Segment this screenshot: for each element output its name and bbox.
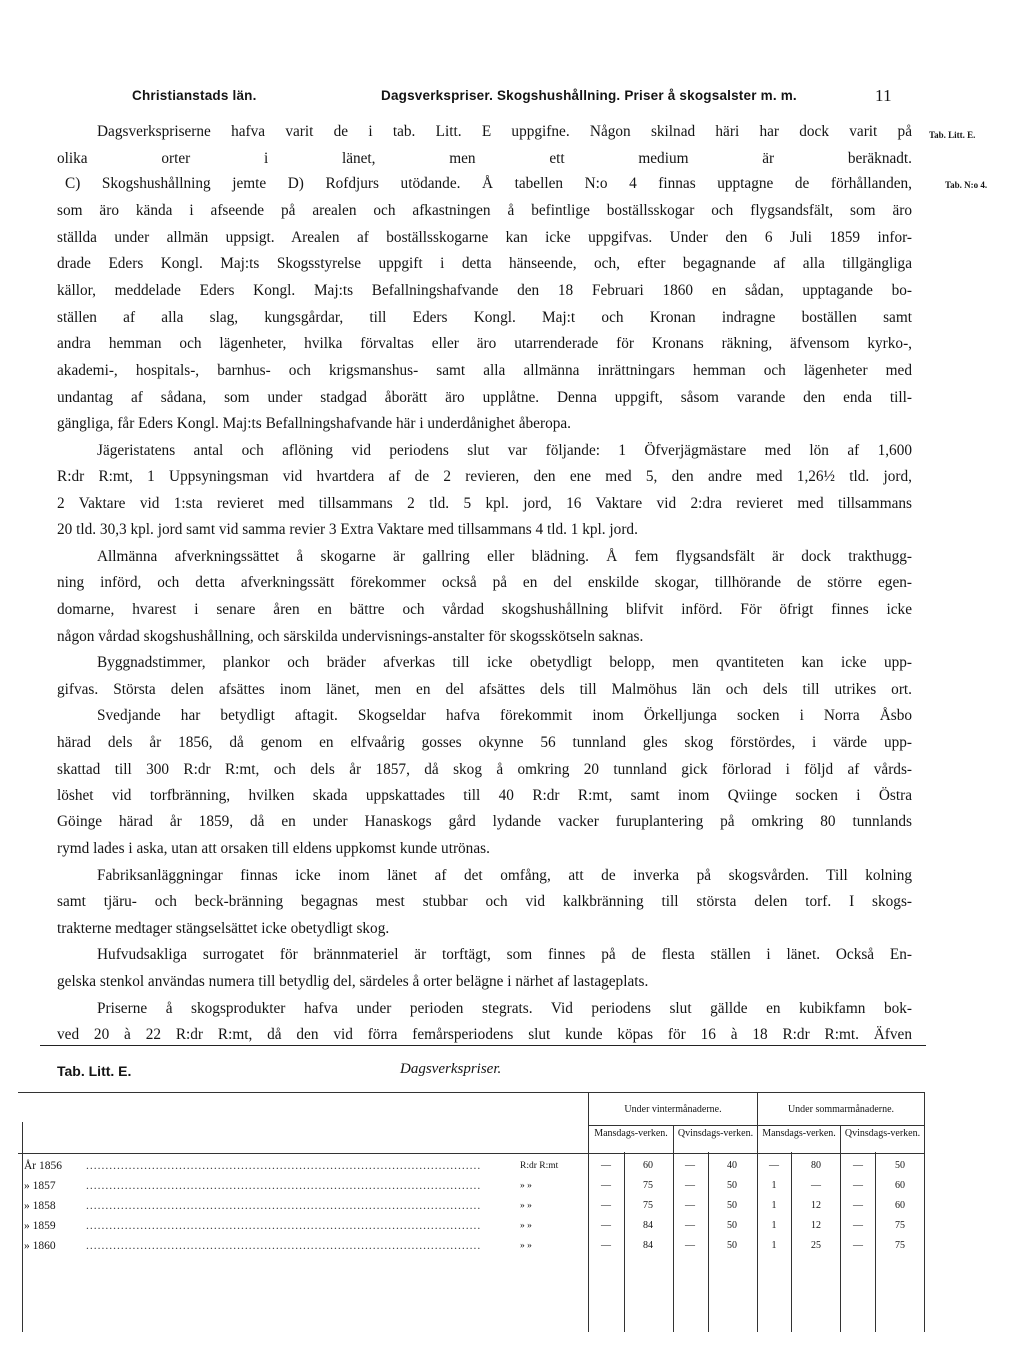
table-col-divider: [624, 1152, 625, 1332]
table-header-rule: [588, 1125, 924, 1126]
body-line: Dagsverkspriserne hafva varit de i tab. Litt. E uppgifne. Någon skilnad häri har dock varit på: [97, 123, 912, 140]
subheader-men-summer: Mansdags-verken.: [762, 1128, 836, 1139]
subheader-women-winter: Qvinsdags-verken.: [677, 1128, 754, 1139]
table-cell: —: [811, 1180, 821, 1191]
subheader-men-winter: Mansdags-verken.: [594, 1128, 668, 1139]
body-line: Svedjande har betydligt aftagit. Skogseldar hafva förekommit inom Örkelljunga socken i Norra Åsbo: [97, 707, 912, 724]
body-line: C) Skogshushållning jemte D) Rofdjurs utödande. Å tabellen N:o 4 finnas upptagne de förhållanden,: [65, 175, 912, 192]
table-cell: 1: [771, 1220, 777, 1231]
header-summer: Under sommarmånaderne.: [787, 1104, 895, 1115]
table-col-divider: [840, 1125, 841, 1332]
table-cell: —: [685, 1180, 695, 1191]
table-cell: 75: [895, 1220, 905, 1231]
table-col-divider: [673, 1125, 674, 1332]
running-header-title: Dagsverkspriser. Skogshushållning. Priser å skogsalster m. m.: [381, 88, 797, 103]
dot-leader: ......................................................................................................: [86, 1240, 482, 1252]
body-line: ved 20 à 22 R:dr R:mt, då den vid förra femårsperiodens slut kunde köpas för 16 à 18 R:dr R:mt. Äfven: [57, 1026, 912, 1043]
row-unit: » »: [516, 1221, 532, 1231]
dot-leader: ......................................................................................................: [86, 1160, 482, 1172]
body-line: akademi-, hospitals-, barnhus- och krigsmanshus- samt alla allmänna inrättningars hemman och lägenheter med: [57, 362, 912, 379]
body-line: skattad till 300 R:dr R:mt, och dels år 1857, då skog å omkring 20 tunnland gick förlorad i följd af vårds-: [57, 761, 912, 778]
wage-table: [18, 1092, 924, 1332]
table-cell: 75: [895, 1240, 905, 1251]
body-line: någon vårdad skogshushållning, och särskilda undervisnings-anstalter för skogsskötseln saknas.: [57, 628, 644, 645]
body-line: gängliga, får Eders Kongl. Maj:ts Befallningshafvande här i underdånighet åberopa.: [57, 415, 571, 432]
table-cell: —: [601, 1200, 611, 1211]
table-header-bottom-rule: [18, 1153, 924, 1154]
page-number: 11: [875, 86, 892, 105]
table-cell: —: [601, 1160, 611, 1171]
table-cell: 1: [771, 1200, 777, 1211]
table-cell: 84: [643, 1220, 653, 1231]
table-cell: 12: [811, 1220, 821, 1231]
table-cell: —: [853, 1240, 863, 1251]
table-cell: 50: [727, 1220, 737, 1231]
table-cell: 75: [643, 1200, 653, 1211]
table-top-rule: [18, 1092, 924, 1093]
table-cell: 12: [811, 1200, 821, 1211]
body-line: Priserne å skogsprodukter hafva under perioden stegrats. Vid periodens slut gällde en kubikfamn bok-: [97, 1000, 912, 1017]
body-line: källor, meddelade Eders Kongl. Maj:ts Befallningshafvande den 18 Februari 1860 en sådan, upptagande bo-: [57, 282, 912, 299]
table-cell: 84: [643, 1240, 653, 1251]
table-cell: 40: [727, 1160, 737, 1171]
row-year: » 1857: [24, 1180, 56, 1192]
dot-leader: ......................................................................................................: [86, 1200, 482, 1212]
table-col-divider: [875, 1152, 876, 1332]
row-year: » 1859: [24, 1220, 56, 1232]
table-cell: 50: [727, 1180, 737, 1191]
row-year: År 1856: [24, 1160, 63, 1172]
margin-note-tab-no-4: Tab. N:o 4.: [945, 180, 988, 190]
table-cell: 1: [771, 1240, 777, 1251]
body-line: Göinge härad år 1859, då en under Hanaskogs gård lydande vacker furuplantering på omkring 80 tunnlands: [57, 813, 912, 830]
table-cell: —: [685, 1240, 695, 1251]
body-line: andra hemman och lägenheter, hvilka förvaltas eller äro utarrenderade för Kronans räkning, äfvensom kyrko-,: [57, 335, 912, 352]
body-line: undantag af sådana, som under stadgad åborätt äro upplåtne. Denna uppgift, såsom varande den enda till-: [57, 389, 912, 406]
body-line: R:dr R:mt, 1 Uppsyningsman vid hvartdera af de 2 revieren, den ene med 5, den andre med 1,26½ tld. jord,: [57, 468, 912, 485]
dot-leader: ......................................................................................................: [86, 1220, 482, 1232]
table-cell: 80: [811, 1160, 821, 1171]
table-cell: —: [685, 1160, 695, 1171]
table-cell: —: [685, 1220, 695, 1231]
table-cell: —: [853, 1200, 863, 1211]
table-cell: —: [685, 1200, 695, 1211]
table-cell: —: [853, 1220, 863, 1231]
table-label: Tab. Litt. E.: [57, 1063, 132, 1079]
body-line: trakterne medtager stängselsättet icke obetydligt skog.: [57, 920, 390, 937]
body-line: som äro kända i afseende på arealen och afkastningen å befintlige boställsskogar och flygsandsfält, som äro: [57, 202, 912, 219]
table-cell: —: [601, 1180, 611, 1191]
table-cell: 25: [811, 1240, 821, 1251]
row-unit: » »: [516, 1181, 532, 1191]
body-line: drade Eders Kongl. Maj:ts Skogsstyrelse uppgift i detta hänseende, och, efter begagnande af alla tillgängliga: [57, 255, 912, 272]
table-cell: 75: [643, 1180, 653, 1191]
table-cell: 1: [771, 1180, 777, 1191]
table-cell: 60: [895, 1200, 905, 1211]
running-header-left: Christianstads län.: [132, 88, 257, 103]
dot-leader: ......................................................................................................: [86, 1180, 482, 1192]
table-col-divider: [708, 1152, 709, 1332]
table-cell: —: [601, 1240, 611, 1251]
table-cell: 50: [895, 1160, 905, 1171]
body-line: samt tjäru- och beck-bränning begagnas mest stubbar och vid kalkbränning till största delen torf. I skogs-: [57, 893, 912, 910]
table-cell: —: [853, 1160, 863, 1171]
body-line: ställda under allmän uppsigt. Arealen af boställsskogarne kan icke uppgifvas. Under den 6 Juli 1859 infor-: [57, 229, 912, 246]
body-line: löshet vid torfbränning, hvilken skada uppskattades till 40 R:dr R:mt, samt inom Qviinge socken i Östra: [57, 787, 912, 804]
body-line: rymd lades i aska, utan att orsaken till eldens uppkomst kunde utrönas.: [57, 840, 490, 857]
body-line: Byggnadstimmer, plankor och bräder afverkas till icke obetydligt belopp, men qvantiteten kan icke upp-: [97, 654, 912, 671]
body-line: 2 Vaktare vid 1:sta revieret med tillsammans 2 tld. 5 kpl. jord, 16 Vaktare vid 2:dra revieret med tillsammans: [57, 495, 912, 512]
table-cell: 60: [895, 1180, 905, 1191]
table-cell: 50: [727, 1240, 737, 1251]
table-title: Dagsverkspriser.: [400, 1061, 502, 1077]
row-unit: R:dr R:mt: [516, 1161, 558, 1171]
body-line: domarne, hvarest i senare åren en bättre och vårdad skogshushållning blifvit införd. För öfrigt finnes icke: [57, 601, 912, 618]
table-cell: —: [769, 1160, 779, 1171]
body-line: ning införd, och detta afverkningssätt förekommer också på en del enskilde skogar, tillhörande de större egen-: [57, 574, 912, 591]
section-divider: [40, 1045, 926, 1046]
body-line: Jägeristatens antal och aflöning vid periodens slut var följande: 1 Öfverjägmästare med lön af 1,600: [97, 442, 912, 459]
header-winter: Under vintermånaderne.: [624, 1104, 722, 1115]
table-cell: —: [853, 1180, 863, 1191]
row-year: » 1858: [24, 1200, 56, 1212]
body-line: olika orter i länet, men ett medium är beräknadt.: [57, 150, 912, 167]
body-line: ställen af alla slag, kungsgårdar, till Eders Kongl. Maj:t och Kronan indragne boställen samt: [57, 309, 912, 326]
table-cell: 60: [643, 1160, 653, 1171]
row-unit: » »: [516, 1241, 532, 1251]
row-unit: » »: [516, 1201, 532, 1211]
body-line: gifvas. Största delen afsättes inom länet, men en del afsättes dels till Malmöhus län och dels till utrikes ort.: [57, 681, 912, 698]
table-cell: 50: [727, 1200, 737, 1211]
body-line: Fabriksanläggningar finnas icke inom länet af det omfång, att de inverka på skogsvården. Till kolning: [97, 867, 912, 884]
body-line: 20 tld. 30,3 kpl. jord samt vid samma revier 3 Extra Vaktare med tillsammans 4 tld. 1 kpl. jord.: [57, 521, 638, 538]
table-col-divider: [924, 1092, 925, 1332]
body-line: Hufvudsakliga surrogatet för brännmateriel är torftägt, som finnes på de flesta ställen i länet. Också En-: [97, 946, 912, 963]
table-cell: —: [601, 1220, 611, 1231]
body-line: härad dels år 1856, då genom en elfvaårig gosses okynne 56 tunnland gles skog förstördes, i värde upp-: [57, 734, 912, 751]
table-col-divider: [791, 1152, 792, 1332]
body-line: gelska stenkol användas numera till betydlig del, särdeles å orter belägne i närhet af lastageplats.: [57, 973, 649, 990]
margin-note-tab-litt-e: Tab. Litt. E.: [929, 130, 976, 140]
subheader-women-summer: Qvinsdags-verken.: [844, 1128, 921, 1139]
body-line: Allmänna afverkningssättet å skogarne är gallring eller blädning. Å fem flygsandsfält är dock trakthugg-: [97, 548, 912, 565]
row-year: » 1860: [24, 1240, 56, 1252]
